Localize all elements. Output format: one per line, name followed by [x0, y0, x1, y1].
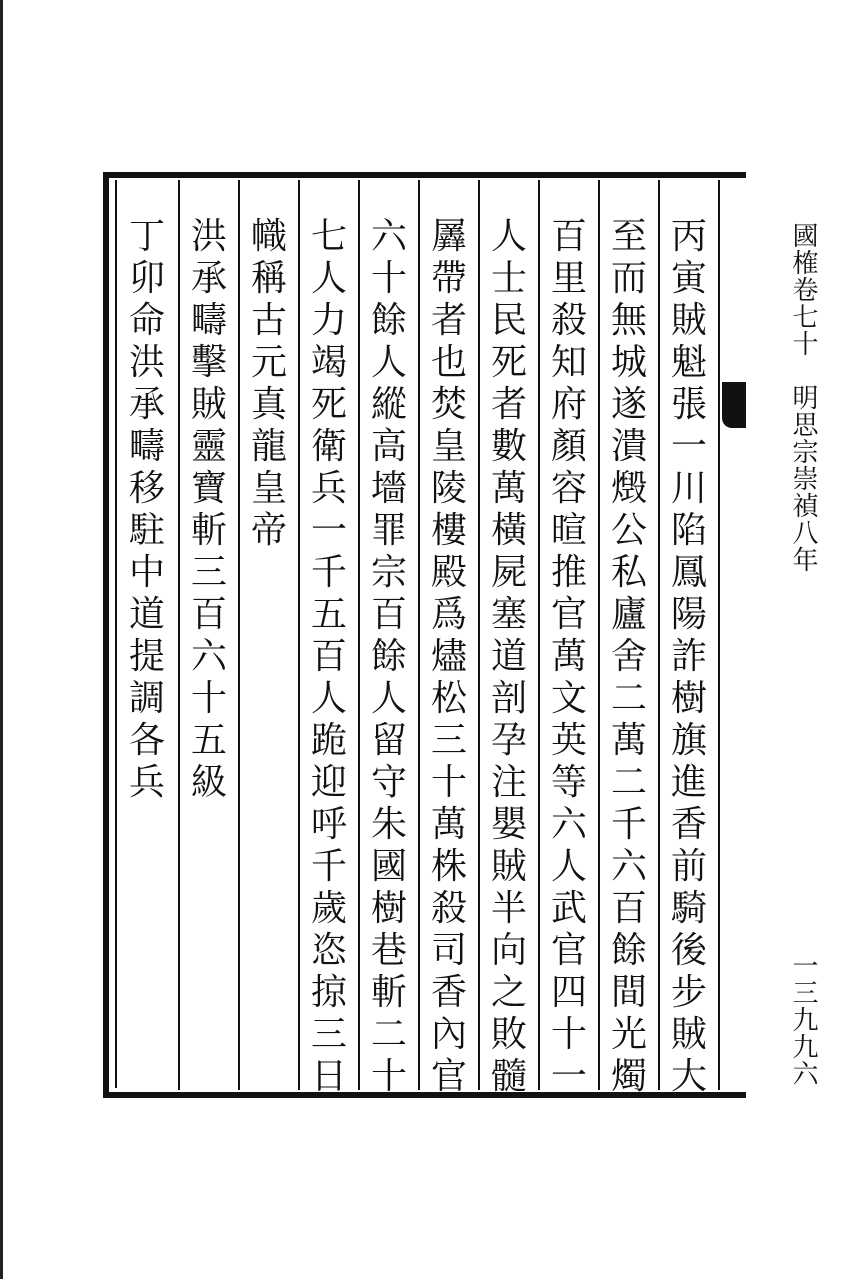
glyph: 株 [430, 846, 467, 887]
glyph: 騎 [670, 888, 707, 929]
glyph: 香 [430, 972, 467, 1013]
glyph: 文 [550, 678, 587, 719]
text-column-5 [420, 216, 478, 1097]
glyph: 皇 [430, 426, 467, 467]
glyph: 爲 [430, 594, 467, 635]
glyph: 一 [550, 1056, 587, 1097]
glyph: 萬 [610, 720, 647, 761]
page-edge-rule [0, 0, 3, 1279]
glyph: 也 [430, 342, 467, 383]
glyph: 擊 [190, 342, 227, 383]
glyph: 萬 [430, 804, 467, 845]
glyph: 餘 [610, 930, 647, 971]
glyph: 罪 [370, 510, 407, 551]
glyph: 二 [610, 678, 647, 719]
glyph: 而 [610, 258, 647, 299]
text-column-4 [480, 216, 538, 1097]
text-column-1 [660, 216, 718, 1097]
glyph: 賊 [190, 384, 227, 425]
glyph: 移 [128, 468, 165, 509]
glyph: 敗 [490, 1014, 527, 1055]
glyph: 塞 [490, 594, 527, 635]
glyph: 古 [250, 300, 287, 341]
glyph: 寶 [190, 468, 227, 509]
glyph: 百 [550, 216, 587, 257]
glyph: 帝 [250, 510, 287, 551]
glyph: 帶 [430, 258, 467, 299]
glyph: 七 [310, 216, 347, 257]
glyph: 力 [310, 300, 347, 341]
glyph: 一 [310, 510, 347, 551]
glyph: 人 [310, 678, 347, 719]
glyph: 公 [610, 510, 647, 551]
glyph: 千 [310, 846, 347, 887]
text-column-3 [540, 216, 598, 1097]
glyph: 高 [370, 426, 407, 467]
glyph: 屍 [490, 552, 527, 593]
glyph: 鳳 [670, 552, 707, 593]
margin-title: 國榷卷七十 明思宗崇禎八年 [788, 222, 818, 573]
glyph: 向 [490, 930, 527, 971]
page-number: 一三九九六 [788, 952, 818, 1087]
glyph: 三 [190, 552, 227, 593]
glyph: 民 [490, 300, 527, 341]
glyph: 之 [490, 972, 527, 1013]
glyph: 至 [610, 216, 647, 257]
glyph: 香 [670, 804, 707, 845]
glyph: 跪 [310, 720, 347, 761]
glyph: 二 [370, 1014, 407, 1055]
glyph: 官 [430, 1056, 467, 1097]
glyph: 廬 [610, 594, 647, 635]
glyph: 內 [430, 1014, 467, 1055]
glyph: 朱 [370, 804, 407, 845]
glyph: 焚 [430, 384, 467, 425]
glyph: 餘 [370, 636, 407, 677]
glyph: 人 [490, 216, 527, 257]
glyph: 殺 [550, 300, 587, 341]
glyph: 兵 [128, 762, 165, 803]
glyph: 斬 [370, 972, 407, 1013]
glyph: 人 [370, 342, 407, 383]
glyph: 顏 [550, 426, 587, 467]
glyph: 知 [550, 342, 587, 383]
glyph: 洪 [128, 342, 165, 383]
glyph: 半 [490, 888, 527, 929]
glyph: 後 [670, 930, 707, 971]
glyph: 燼 [430, 636, 467, 677]
glyph: 十 [370, 1056, 407, 1097]
glyph: 六 [370, 216, 407, 257]
glyph: 里 [550, 258, 587, 299]
glyph: 十 [190, 678, 227, 719]
glyph: 十 [370, 258, 407, 299]
glyph: 靈 [190, 426, 227, 467]
glyph: 十 [550, 1014, 587, 1055]
glyph: 光 [610, 1014, 647, 1055]
glyph: 數 [490, 426, 527, 467]
glyph: 四 [550, 972, 587, 1013]
glyph: 洪 [190, 216, 227, 257]
glyph: 疇 [190, 300, 227, 341]
glyph: 舍 [610, 636, 647, 677]
glyph: 橫 [490, 510, 527, 551]
text-column-10 [118, 216, 176, 1086]
glyph: 孕 [490, 720, 527, 761]
glyph: 張 [670, 384, 707, 425]
glyph: 中 [128, 552, 165, 593]
glyph: 五 [310, 594, 347, 635]
glyph: 守 [370, 762, 407, 803]
glyph: 剖 [490, 678, 527, 719]
glyph: 丙 [670, 216, 707, 257]
glyph: 間 [610, 972, 647, 1013]
glyph: 樹 [370, 888, 407, 929]
glyph: 人 [370, 678, 407, 719]
glyph: 注 [490, 762, 527, 803]
glyph: 迎 [310, 762, 347, 803]
glyph: 一 [670, 426, 707, 467]
glyph: 羼 [430, 216, 467, 257]
glyph: 道 [490, 636, 527, 677]
glyph: 陵 [430, 468, 467, 509]
glyph: 二 [610, 762, 647, 803]
glyph: 六 [550, 804, 587, 845]
glyph: 容 [550, 468, 587, 509]
glyph: 人 [310, 258, 347, 299]
glyph: 駐 [128, 510, 165, 551]
glyph: 殺 [430, 888, 467, 929]
glyph: 川 [670, 468, 707, 509]
glyph: 者 [490, 384, 527, 425]
glyph: 士 [490, 258, 527, 299]
glyph: 陽 [670, 594, 707, 635]
glyph: 稱 [250, 258, 287, 299]
glyph: 進 [670, 762, 707, 803]
glyph: 巷 [370, 930, 407, 971]
glyph: 千 [310, 552, 347, 593]
glyph: 餘 [370, 300, 407, 341]
glyph: 卯 [128, 258, 165, 299]
glyph: 萬 [490, 468, 527, 509]
glyph: 等 [550, 762, 587, 803]
glyph: 日 [310, 1056, 347, 1097]
glyph: 皇 [250, 468, 287, 509]
glyph: 髓 [490, 1056, 527, 1097]
glyph: 英 [550, 720, 587, 761]
glyph: 斬 [190, 510, 227, 551]
glyph: 賊 [490, 846, 527, 887]
glyph: 恣 [310, 930, 347, 971]
glyph: 百 [610, 888, 647, 929]
glyph: 各 [128, 720, 165, 761]
glyph: 道 [128, 594, 165, 635]
glyph: 官 [550, 930, 587, 971]
glyph: 墻 [370, 468, 407, 509]
glyph: 調 [128, 678, 165, 719]
column-divider [718, 180, 720, 1090]
glyph: 司 [430, 930, 467, 971]
glyph: 千 [610, 804, 647, 845]
glyph: 五 [190, 720, 227, 761]
glyph: 宗 [370, 552, 407, 593]
glyph: 百 [370, 594, 407, 635]
glyph: 呼 [310, 804, 347, 845]
glyph: 殿 [430, 552, 467, 593]
glyph: 元 [250, 342, 287, 383]
glyph: 真 [250, 384, 287, 425]
glyph: 陷 [670, 510, 707, 551]
text-column-7 [300, 216, 358, 1097]
glyph: 詐 [670, 636, 707, 677]
glyph: 承 [190, 258, 227, 299]
glyph: 級 [190, 762, 227, 803]
text-column-2 [600, 216, 658, 1097]
glyph: 松 [430, 678, 467, 719]
glyph: 幟 [250, 216, 287, 257]
glyph: 者 [430, 300, 467, 341]
glyph: 六 [610, 846, 647, 887]
glyph: 推 [550, 552, 587, 593]
glyph: 府 [550, 384, 587, 425]
glyph: 樹 [670, 678, 707, 719]
glyph: 潰 [610, 426, 647, 467]
glyph: 三 [310, 1014, 347, 1055]
frame-inner-rule [115, 180, 117, 1088]
glyph: 嬰 [490, 804, 527, 845]
glyph: 無 [610, 300, 647, 341]
glyph: 旗 [670, 720, 707, 761]
glyph: 百 [310, 636, 347, 677]
glyph: 十 [430, 762, 467, 803]
glyph: 竭 [310, 342, 347, 383]
glyph: 疇 [128, 426, 165, 467]
glyph: 賊 [670, 1014, 707, 1055]
glyph: 大 [670, 1056, 707, 1097]
glyph: 賊 [670, 300, 707, 341]
glyph: 私 [610, 552, 647, 593]
glyph: 魁 [670, 342, 707, 383]
glyph: 承 [128, 384, 165, 425]
glyph: 六 [190, 636, 227, 677]
glyph: 萬 [550, 636, 587, 677]
text-column-9 [180, 216, 238, 1086]
glyph: 樓 [430, 510, 467, 551]
glyph: 官 [550, 594, 587, 635]
text-column-8 [240, 216, 298, 1086]
glyph: 龍 [250, 426, 287, 467]
glyph: 死 [490, 342, 527, 383]
glyph: 寅 [670, 258, 707, 299]
glyph: 燭 [610, 1056, 647, 1097]
glyph: 暄 [550, 510, 587, 551]
glyph: 衛 [310, 426, 347, 467]
glyph: 城 [610, 342, 647, 383]
glyph: 人 [550, 846, 587, 887]
text-column-6 [360, 216, 418, 1097]
glyph: 三 [430, 720, 467, 761]
glyph: 留 [370, 720, 407, 761]
glyph: 命 [128, 300, 165, 341]
glyph: 步 [670, 972, 707, 1013]
glyph: 提 [128, 636, 165, 677]
fishtail-mark [722, 382, 746, 428]
glyph: 國 [370, 846, 407, 887]
glyph: 遂 [610, 384, 647, 425]
glyph: 前 [670, 846, 707, 887]
glyph: 縱 [370, 384, 407, 425]
glyph: 兵 [310, 468, 347, 509]
glyph: 死 [310, 384, 347, 425]
glyph: 歲 [310, 888, 347, 929]
glyph: 武 [550, 888, 587, 929]
glyph: 掠 [310, 972, 347, 1013]
glyph: 丁 [128, 216, 165, 257]
glyph: 燬 [610, 468, 647, 509]
glyph: 百 [190, 594, 227, 635]
